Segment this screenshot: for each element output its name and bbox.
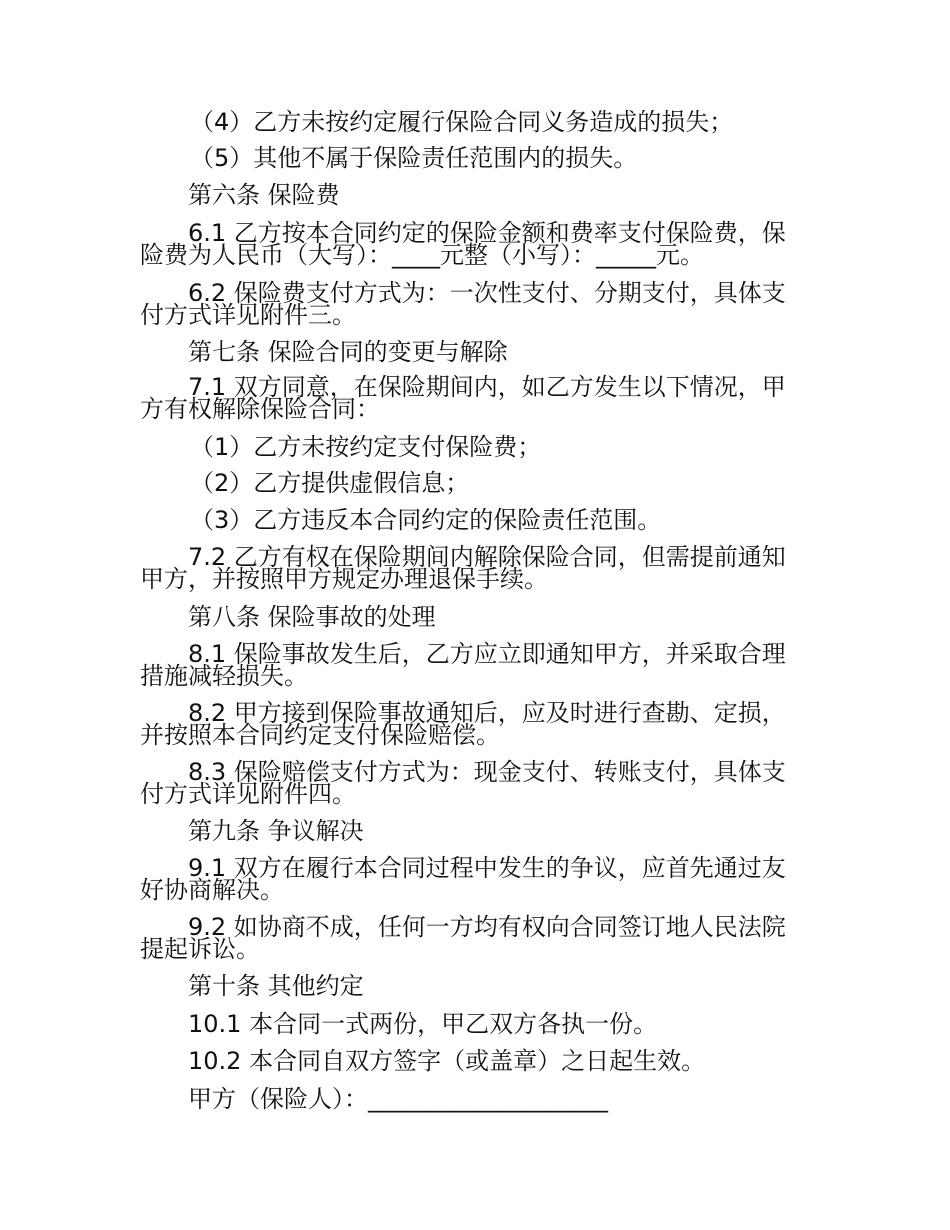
clause-7-1-item-2: （2）乙方提供虚假信息；	[190, 469, 470, 497]
clause-6-1-line-2: 险费为人民币（大写）：____元整（小写）：_____元。	[140, 241, 704, 269]
clause-6-2-line-1: 6.2 保险费支付方式为：一次性支付、分期支付，具体支	[188, 279, 786, 307]
clause-8-1-line-2: 措施减轻损失。	[140, 662, 308, 690]
clause-7-2-line-1: 7.2 乙方有权在保险期间内解除保险合同，但需提前通知	[188, 543, 786, 571]
clause-9-1-line-1: 9.1 双方在履行本合同过程中发生的争议，应首先通过友	[188, 854, 786, 882]
clause-7-1-item-1: （1）乙方未按约定支付保险费；	[190, 433, 542, 461]
clause-8-3-line-1: 8.3 保险赔偿支付方式为：现金支付、转账支付，具体支	[188, 758, 786, 786]
article-10-heading: 第十条 其他约定	[188, 972, 364, 1000]
clause-item-4: （4）乙方未按约定履行保险合同义务造成的损失；	[190, 108, 734, 136]
clause-6-2-line-2: 付方式详见附件三。	[140, 301, 356, 329]
clause-item-5: （5）其他不属于保险责任范围内的损失。	[190, 144, 638, 172]
article-9-heading: 第九条 争议解决	[188, 817, 364, 845]
clause-9-2-line-2: 提起诉讼。	[140, 935, 260, 963]
clause-7-2-line-2: 甲方，并按照甲方规定办理退保手续。	[140, 565, 548, 593]
clause-10-1: 10.1 本合同一式两份，甲乙双方各执一份。	[188, 1010, 658, 1038]
party-a-signature-line: 甲方（保险人）：____________________	[188, 1085, 608, 1113]
article-8-heading: 第八条 保险事故的处理	[188, 603, 436, 631]
clause-9-1-line-2: 好协商解决。	[140, 876, 284, 904]
clause-6-1-line-1: 6.1 乙方按本合同约定的保险金额和费率支付保险费，保	[188, 219, 786, 247]
clause-8-2-line-1: 8.2 甲方接到保险事故通知后，应及时进行查勘、定损，	[188, 699, 786, 727]
article-7-heading: 第七条 保险合同的变更与解除	[188, 338, 508, 366]
clause-7-1-line-1: 7.1 双方同意，在保险期间内，如乙方发生以下情况，甲	[188, 373, 786, 401]
clause-8-2-line-2: 并按照本合同约定支付保险赔偿。	[140, 721, 500, 749]
clause-7-1-item-3: （3）乙方违反本合同约定的保险责任范围。	[190, 506, 662, 534]
clause-8-3-line-2: 付方式详见附件四。	[140, 780, 356, 808]
clause-10-2: 10.2 本合同自双方签字（或盖章）之日起生效。	[188, 1047, 706, 1075]
clause-9-2-line-1: 9.2 如协商不成，任何一方均有权向合同签订地人民法院	[188, 913, 786, 941]
clause-8-1-line-1: 8.1 保险事故发生后，乙方应立即通知甲方，并采取合理	[188, 640, 786, 668]
clause-7-1-line-2: 方有权解除保险合同：	[140, 395, 380, 423]
article-6-heading: 第六条 保险费	[188, 181, 340, 209]
